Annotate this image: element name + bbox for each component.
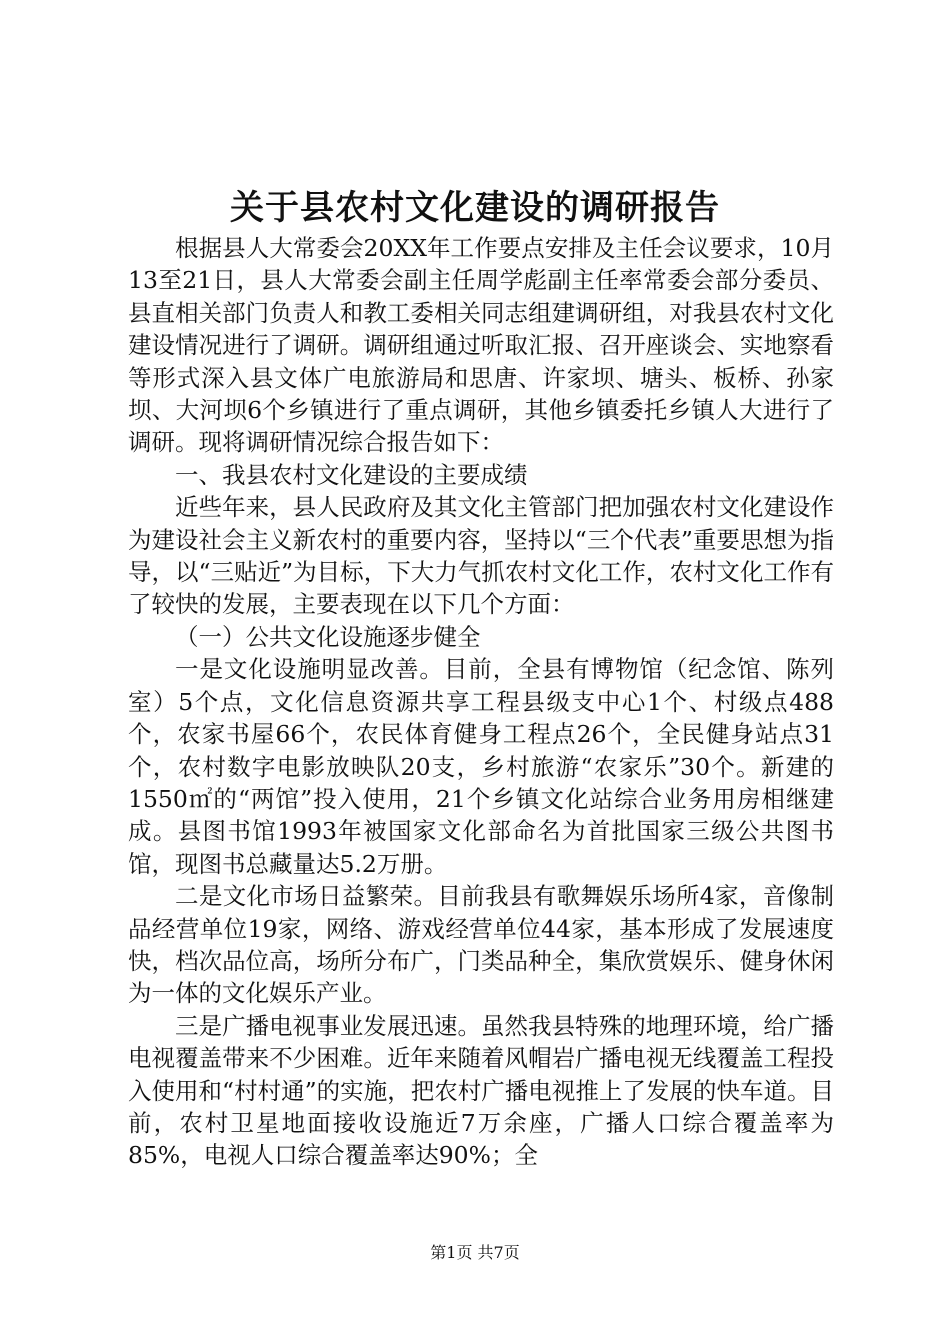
paragraph-facilities: 一是文化设施明显改善。目前，全县有博物馆（纪念馆、陈列室）5个点，文化信息资源共享工程县级支中心1个、村级点488个，农家书屋66个，农民体育健身工程点26个，全民健身站点31个，农村数字电影放映队20支，乡村旅游“农家乐”30个。新建的1550㎡的“两馆”投入使用，21个乡镇文化站综合业务用房相继建成。县图书馆1993年被国家文化部命名为首批国家三级公共图书馆，现图书总藏量达5.2万册。 xyxy=(128,655,834,878)
page-number-footer: 第1页 共7页 xyxy=(430,1243,520,1262)
paragraph-market: 二是文化市场日益繁荣。目前我县有歌舞娱乐场所4家，音像制品经营单位19家，网络、游戏经营单位44家，基本形成了发展速度快，档次品位高，场所分布广，门类品种全，集欣赏娱乐、健身休闲为一体的文化娱乐产业。 xyxy=(128,882,834,1008)
section-heading-1: 一、我县农村文化建设的主要成绩 xyxy=(175,460,528,489)
paragraph-intro: 根据县人大常委会20XX年工作要点安排及主任会议要求，10月13至21日，县人大常委会副主任周学彪副主任率常委会部分委员、县直相关部门负责人和教工委相关同志组建调研组，对我县农村文化建设情况进行了调研。调研组通过听取汇报、召开座谈会、实地察看等形式深入县文体广电旅游局和思唐、许家坝、塘头、板桥、孙家坝、大河坝6个乡镇进行了重点调研，其他乡镇委托乡镇人大进行了调研。现将调研情况综合报告如下： xyxy=(128,234,834,457)
paragraph-broadcasting: 三是广播电视事业发展迅速。虽然我县特殊的地理环境，给广播电视覆盖带来不少困难。近年来随着风帽岩广播电视无线覆盖工程投入使用和“村村通”的实施，把农村广播电视推上了发展的快车道。目前，农村卫星地面接收设施近7万余座，广播人口综合覆盖率为85%，电视人口综合覆盖率达90%；全 xyxy=(128,1011,834,1170)
subsection-heading-1: （一）公共文化设施逐步健全 xyxy=(175,622,481,651)
document-title: 关于县农村文化建设的调研报告 xyxy=(230,188,720,228)
document-body xyxy=(128,232,834,1172)
paragraph-overview: 近些年来，县人民政府及其文化主管部门把加强农村文化建设作为建设社会主义新农村的重要内容，坚持以“三个代表”重要思想为指导，以“三贴近”为目标，下大力气抓农村文化工作，农村文化工作有了较快的发展，主要表现在以下几个方面： xyxy=(128,493,834,619)
